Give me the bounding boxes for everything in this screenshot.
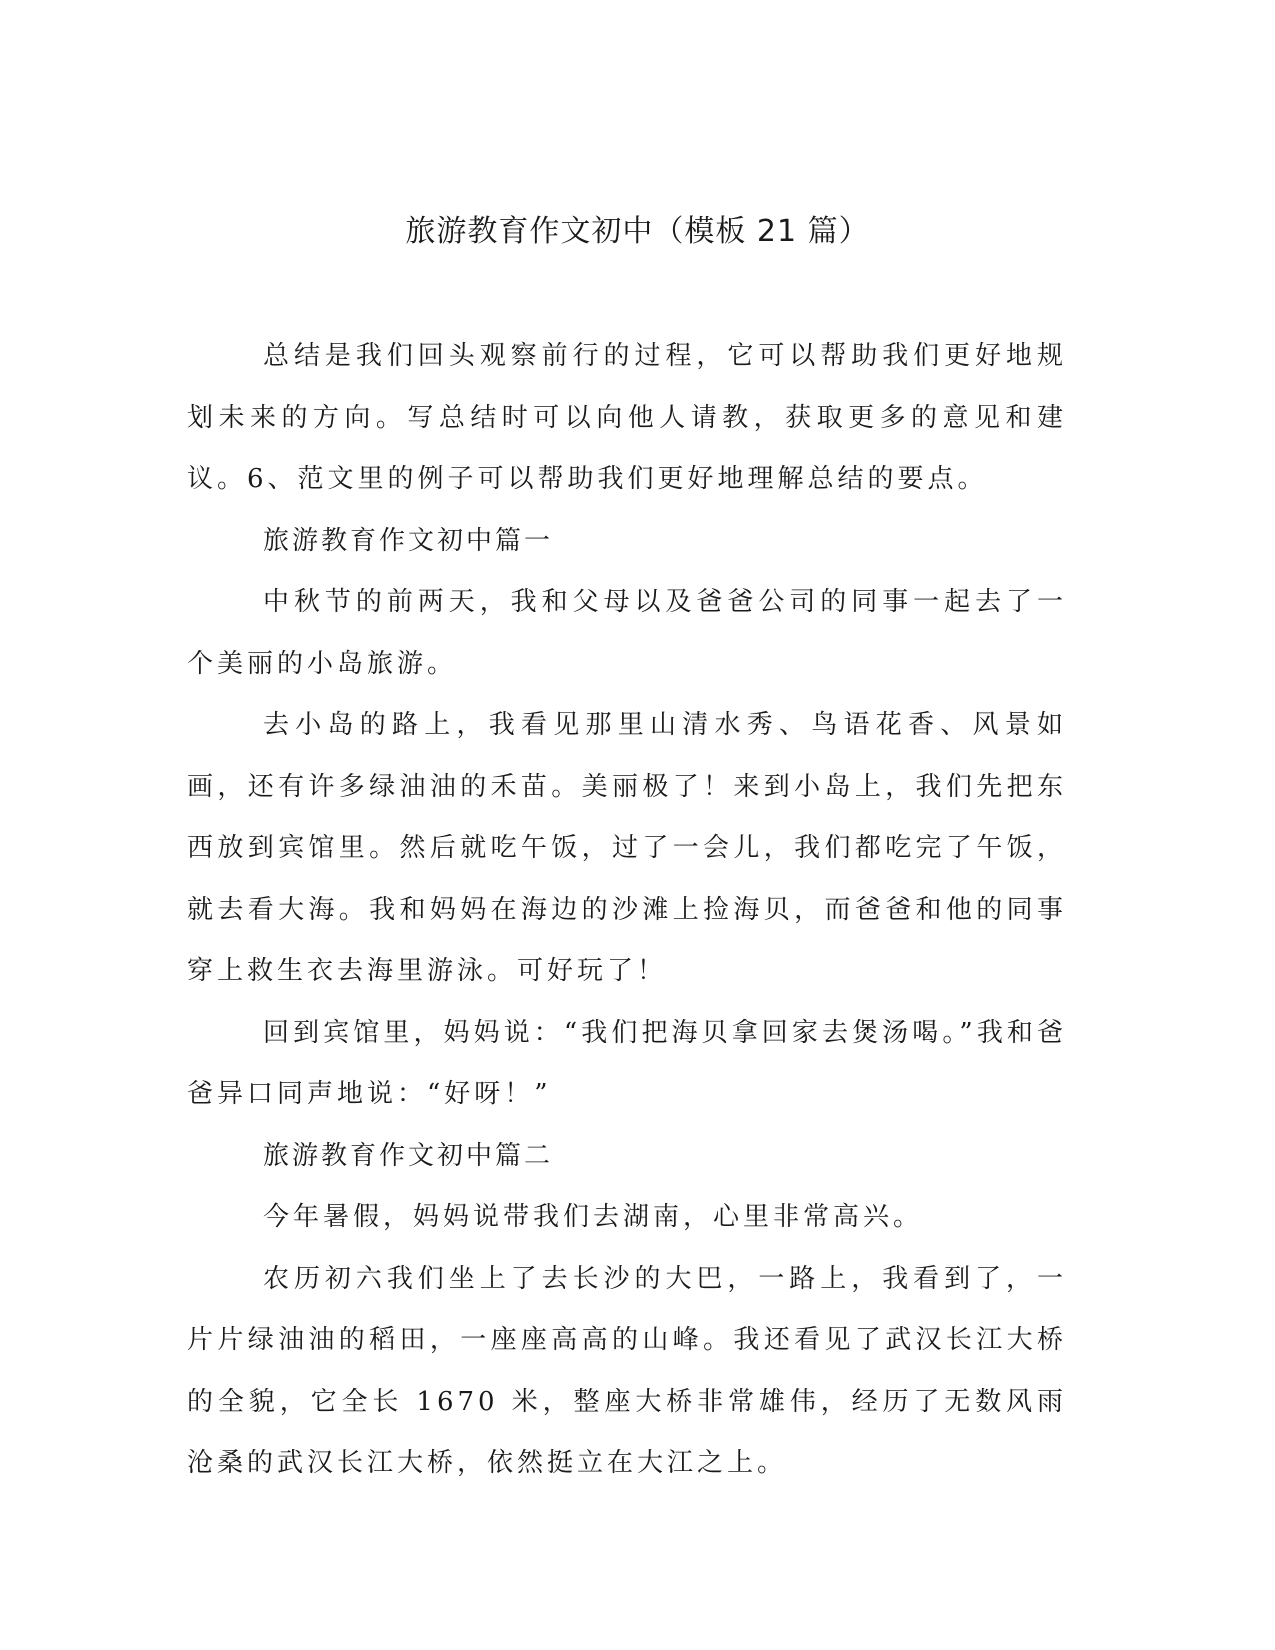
document-body (187, 326, 1067, 1495)
document-title: 旅游教育作文初中（模板 21 篇） (405, 214, 870, 249)
paragraph: 去小岛的路上，我看见那里山清水秀、鸟语花香、风景如画，还有许多绿油油的禾苗。美丽极了！来到小岛上，我们先把东西放到宾馆里。然后就吃午饭，过了一会儿，我们都吃完了午饭，就去看大海。我和妈妈在海边的沙滩上捡海贝，而爸爸和他的同事穿上救生衣去海里游泳。可好玩了！ (187, 710, 1067, 986)
paragraph: 回到宾馆里，妈妈说：“我们把海贝拿回家去煲汤喝。”我和爸爸异口同声地说：“好呀！” (187, 1017, 1067, 1109)
section-heading-1: 旅游教育作文初中篇一 (263, 525, 554, 556)
paragraph: 中秋节的前两天，我和父母以及爸爸公司的同事一起去了一个美丽的小岛旅游。 (187, 587, 1067, 679)
section-heading-2: 旅游教育作文初中篇二 (263, 1140, 554, 1171)
paragraph: 今年暑假，妈妈说带我们去湖南，心里非常高兴。 (263, 1202, 924, 1232)
paragraph-intro: 总结是我们回头观察前行的过程，它可以帮助我们更好地规划未来的方向。写总结时可以向他人请教，获取更多的意见和建议。6、范文里的例子可以帮助我们更好地理解总结的要点。 (187, 341, 1067, 494)
paragraph: 农历初六我们坐上了去长沙的大巴，一路上，我看到了，一片片绿油油的稻田，一座座高高的山峰。我还看见了武汉长江大桥的全貌，它全长 1670 米，整座大桥非常雄伟，经历了无数风雨沧桑的武汉长江大桥，依然挺立在大江之上。 (187, 1263, 1067, 1478)
